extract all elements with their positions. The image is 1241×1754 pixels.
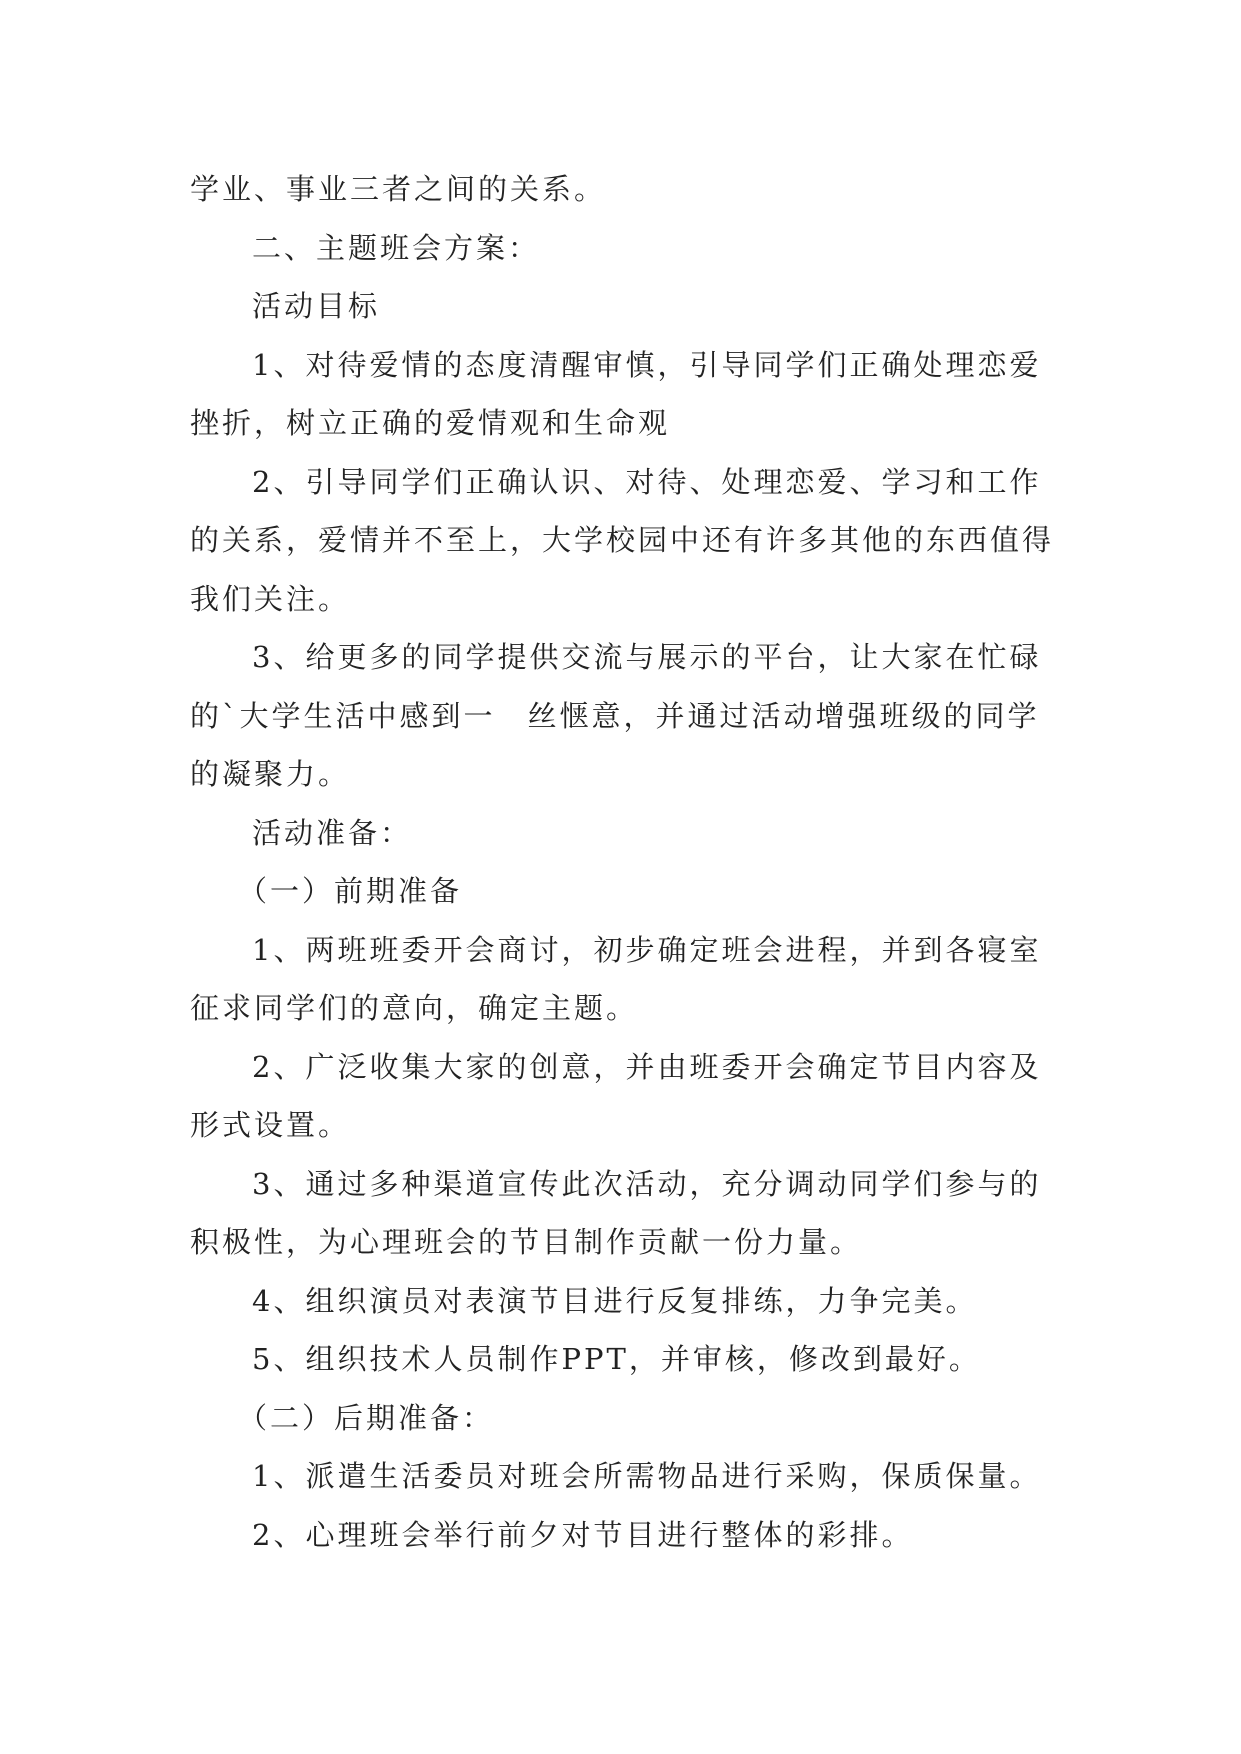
list-item: 1、派遣生活委员对班会所需物品进行采购，保质保量。 xyxy=(252,1459,1042,1493)
list-item: 2、引导同学们正确认识、对待、处理恋爱、学习和工作的关系，爱情并不至上，大学校园中还有许多其他的东西值得我们关注。 xyxy=(190,464,1055,616)
subsection-heading: （一）前期准备 xyxy=(238,874,463,908)
paragraph: 学业、事业三者之间的关系。 xyxy=(190,172,607,206)
document-body xyxy=(190,160,1070,1564)
list-item: 2、广泛收集大家的创意，并由班委开会确定节目内容及形式设置。 xyxy=(190,1049,1042,1142)
list-item: 3、通过多种渠道宣传此次活动，充分调动同学们参与的积极性，为心理班会的节目制作贡献一份力量。 xyxy=(190,1166,1042,1259)
list-item: 1、对待爱情的态度清醒审慎，引导同学们正确处理恋爱挫折，树立正确的爱情观和生命观 xyxy=(190,347,1042,440)
list-item: 2、心理班会举行前夕对节目进行整体的彩排。 xyxy=(252,1517,914,1552)
section-heading: 二、主题班会方案： xyxy=(252,230,541,265)
subsection-heading: 活动目标 xyxy=(252,289,381,323)
list-item: 4、组织演员对表演节目进行反复排练，力争完美。 xyxy=(252,1283,978,1318)
list-item: 5、组织技术人员制作PPT，并审核，修改到最好。 xyxy=(252,1342,981,1376)
list-item: 1、两班班委开会商讨，初步确定班会进程，并到各寝室征求同学们的意向，确定主题。 xyxy=(190,932,1042,1025)
list-item: 3、给更多的同学提供交流与展示的平台，让大家在忙碌的`大学生活中感到一 丝惬意，并通过活动增强班级的同学的凝聚力。 xyxy=(190,640,1042,791)
subsection-heading: （二）后期准备： xyxy=(238,1400,495,1435)
subsection-heading: 活动准备： xyxy=(252,815,413,850)
